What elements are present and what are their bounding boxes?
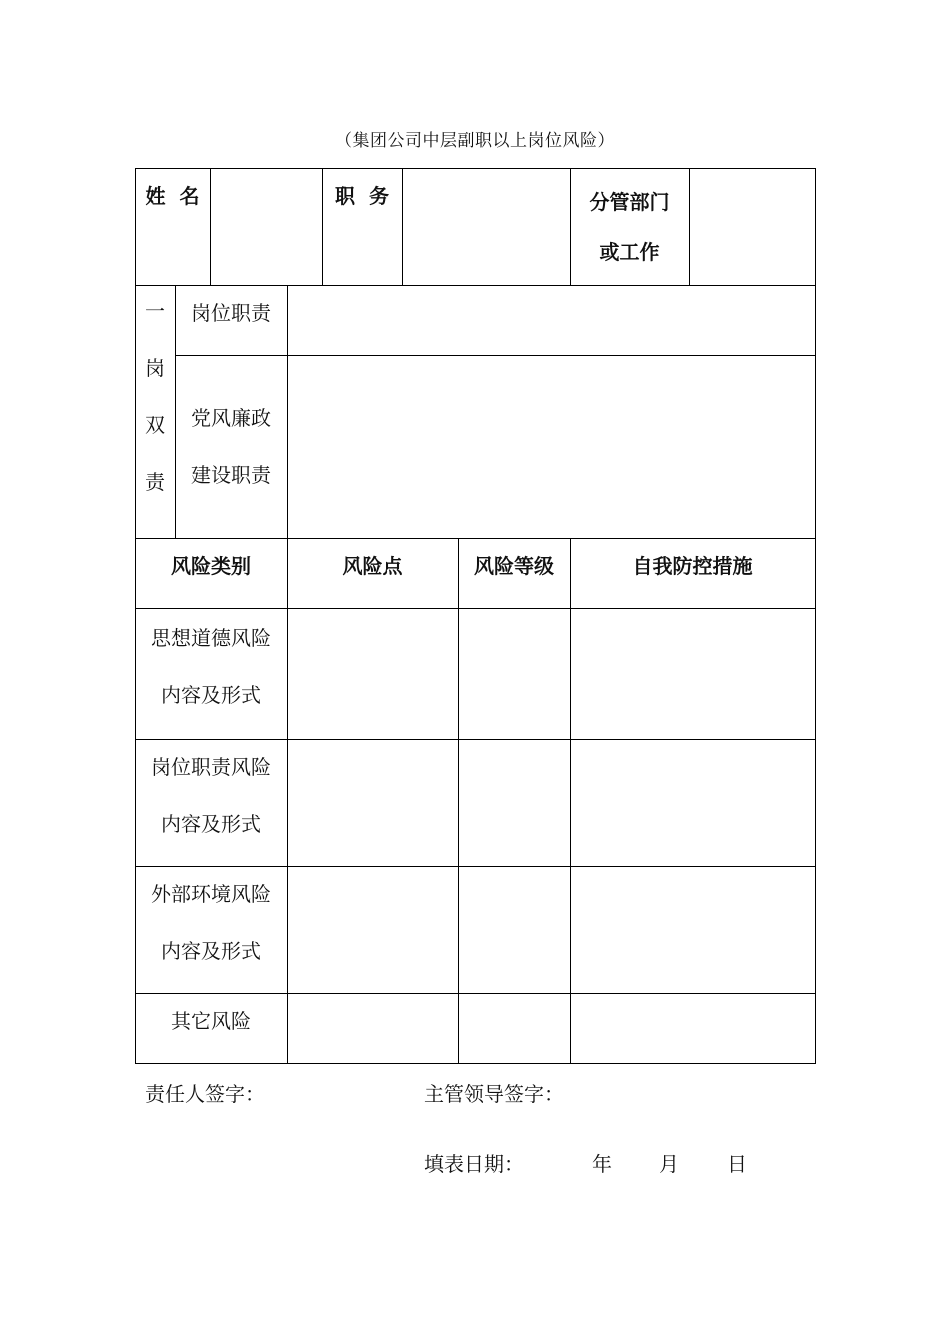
date-month-label: 月 <box>659 1152 679 1176</box>
position-label: 职 务 <box>335 184 389 208</box>
col-self-control: 自我防控措施 <box>632 554 753 578</box>
col-risk-level: 风险等级 <box>474 554 554 578</box>
name-label: 姓 名 <box>145 184 200 208</box>
risk-row-label-line2: 内容及形式 <box>161 683 261 707</box>
leader-signature-label: 主管领导签字： <box>424 1082 564 1106</box>
risk-row-moral-label <box>135 610 287 724</box>
risk-row-label-line1: 思想道德风险 <box>151 626 271 650</box>
dept-label <box>570 168 689 285</box>
col-risk-point: 风险点 <box>342 554 403 578</box>
party-duty-label <box>175 355 287 538</box>
date-day-label: 日 <box>727 1152 747 1176</box>
one-post-two-duties-label <box>135 283 175 511</box>
party-duty-value[interactable] <box>288 356 815 538</box>
risk-row-duty-label <box>135 739 287 853</box>
dept-label-line1: 分管部门 <box>589 189 670 214</box>
risk-row-label-line2: 内容及形式 <box>161 812 261 836</box>
dept-label-line2: 或工作 <box>599 239 660 264</box>
party-duty-line1: 党风廉政 <box>191 405 271 430</box>
post-duty-value[interactable] <box>288 286 815 355</box>
risk-row-label-line2: 内容及形式 <box>161 939 261 963</box>
position-value[interactable] <box>403 169 570 285</box>
col-risk-category: 风险类别 <box>171 554 251 578</box>
risk-row-label-line1: 外部环境风险 <box>151 882 271 906</box>
name-value[interactable] <box>211 169 322 285</box>
dept-value[interactable] <box>690 169 815 285</box>
risk-row-external-label <box>135 866 287 980</box>
risk-row-label-line1: 其它风险 <box>171 1009 251 1033</box>
post-duty-label: 岗位职责 <box>191 301 271 325</box>
group-char-4: 责 <box>145 470 165 494</box>
date-year-label: 年 <box>592 1152 612 1176</box>
responsible-signature-label: 责任人签字： <box>145 1082 265 1106</box>
risk-row-other-label <box>135 993 287 1050</box>
group-char-2: 岗 <box>145 356 165 380</box>
party-duty-line2: 建设职责 <box>191 462 271 487</box>
form-subtitle: （集团公司中层副职以上岗位风险） <box>335 131 615 151</box>
fill-date-label: 填表日期： <box>424 1152 524 1176</box>
risk-row-label-line1: 岗位职责风险 <box>151 755 271 779</box>
group-char-1: 一 <box>145 299 165 323</box>
group-char-3: 双 <box>145 413 165 437</box>
